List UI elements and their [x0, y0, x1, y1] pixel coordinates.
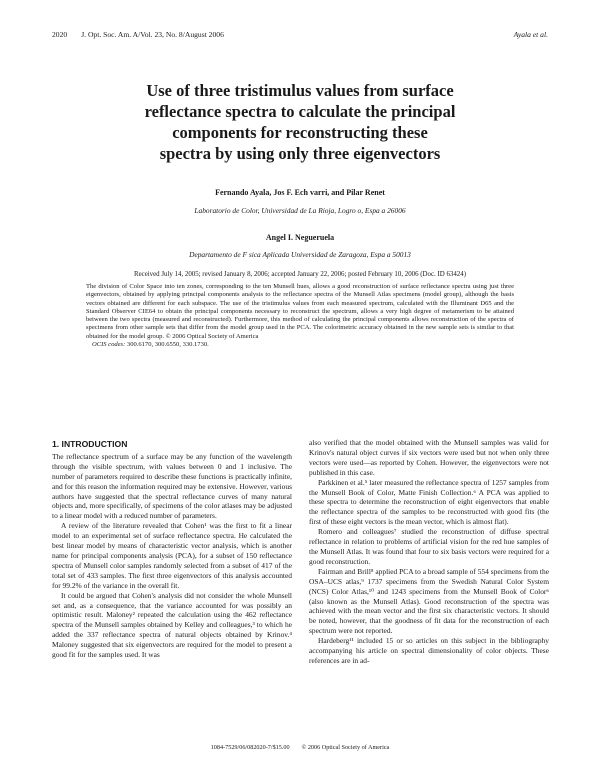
footer-code: 1084-7529/06/082020-7/$15.00: [210, 744, 290, 751]
paragraph: also verified that the model obtained with the Munsell samples was valid for Krinov's natural object curves if six vectors were used but not when only three vectors were used—as reported by Cohen. However, the eigenvectors were not published in this case.: [309, 438, 549, 477]
journal-citation: J. Opt. Soc. Am. A/Vol. 23, No. 8/August 2006: [81, 30, 224, 39]
ocis-label: OCIS codes:: [92, 341, 126, 349]
abstract: [86, 283, 514, 349]
paragraph: A review of the literature revealed that Cohen¹ was the first to fit a linear model to an experimental set of surface reflectance spectra. He calculated the best linear model by means of characteristic vector analysis, which is another name for principal components analysis (PCA), for a subset of 150 reflectance spectra of Munsell color samples randomly selected from a subset of 417 of the total set of 433 samples. The first three eigenvectors of this analysis accounted for 99.2% of the variance in the overall fit.: [52, 521, 292, 590]
footer-copyright: © 2006 Optical Society of America: [301, 744, 390, 751]
paper-title: [60, 80, 540, 164]
title-line: spectra by using only three eigenvectors: [159, 144, 441, 163]
page-footer: [0, 744, 600, 751]
received-dates: Received July 14, 2005; revised January 8, 2006; accepted January 22, 2006; posted February 10, 2006 (Doc. ID 63424): [133, 271, 466, 278]
abstract-text: The division of Color Space into ten zones, corresponding to the ten Munsell hues, allows a good reconstruction of surface reflectance spectra using just three eigenvectors, obtained by applying principal components analysis to the reflectance spectra of the Munsell Atlas specimens (model group), although the basis vectors obtained are different for each subspace. The use of the tristimulus values from each measured spectrum, calculated with the Illuminant D65 and the Standard Observer CIE64 to obtain the principal components necessary to reconstruct the spectrum, allows a very high degree of metamerism to be attained between the two spectra (measured and reconstructed). Furthermore, this method of calculating the principal components allows reconstruction of the spectra of specimens from other sample sets that differ from the model group used in the PCA. The colorimetric accuracy obtained in the new sample sets is similar to that obtained for the model group. © 2006 Optical Society of America: [86, 283, 514, 340]
affiliation-2: Departamento de F sica Aplicada Universidad de Zaragoza, Espa a 50013: [189, 250, 411, 259]
title-line: reflectance spectra to calculate the principal: [144, 102, 456, 121]
running-head-authors: Ayala et al.: [513, 30, 548, 39]
paragraph: Romero and colleagues⁷ studied the reconstruction of diffuse spectral reflectance in relation to problems of artificial vision for the red hue samples of the Munsell Atlas. It was found that four to six basis vectors were required for a good reconstruction.: [309, 527, 549, 566]
paragraph: Hardeberg¹¹ included 15 or so articles on this subject in the bibliography accompanying his article on spectral dimensionality of color objects. These references are in ad-: [309, 636, 549, 665]
affiliation-1: Laboratorio de Color, Universidad de La Rioja, Logro o, Espa a 26006: [194, 206, 406, 215]
author-list-2: Angel I. Negueruela: [265, 233, 335, 242]
author-list-1: Fernando Ayala, Jos F. Ech varri, and Pilar Renet: [215, 188, 385, 197]
ocis-values: 300.6170, 300.6550, 330.1730.: [126, 341, 209, 349]
running-header: [52, 30, 548, 42]
header-left: [52, 30, 224, 39]
page-number: 2020: [52, 30, 68, 39]
paragraph: Parkkinen et al.⁵ later measured the reflectance spectra of 1257 samples from the Munsell Book of Color, Matte Finish Collection.⁶ A PCA was applied to these spectra to determine the reconstruction of eight eigenvectors that enable the reflectance spectra of the samples to be reconstructed with good fits (the first of these eight vectors is the mean vector, which is almost flat).: [309, 477, 549, 527]
title-line: components for reconstructing these: [172, 123, 428, 142]
body-column-right: [309, 438, 549, 666]
paragraph: The reflectance spectrum of a surface may be any function of the wavelength through the visible spectrum, with values between 0 and 1 inclusive. The number of parameters required to describe these functions is practically infinite, and for this reason the information required may be extensive. However, various authors have suggested that the spectral reflectance curves of many natural objects and, more specifically, of specimens of the color atlases may be adjusted to a linear model with a reduced number of parameters.: [52, 451, 292, 521]
paragraph: Fairman and Brill⁸ applied PCA to a broad sample of 554 specimens from the OSA–UCS atlas,⁹ 1737 specimens from the Swedish Natural Color System (NCS) Color Atlas,¹⁰ and 1243 specimens from the Munsell Book of Color⁶ (also known as the Munsell Atlas). Good reconstruction of the spectra was achieved with the mean vector and the first six characteristic vectors. It should be noted, however, that the goodness of fit data for the reconstruction of each spectrum were not reported.: [309, 566, 549, 636]
body-column-left: [52, 438, 292, 660]
section-heading: 1. INTRODUCTION: [52, 439, 128, 449]
title-line: Use of three tristimulus values from surface: [146, 81, 454, 100]
ocis-codes: [86, 341, 514, 349]
paragraph: It could be argued that Cohen's analysis did not consider the whole Munsell set and, as a consequence, that the variance accounted for was possibly an optimistic result. Maloney² repeated the calculation using the 462 reflectance spectra of the Munsell samples obtained by Kelley and colleagues,³ to which he added the 337 reflectance spectra of natural objects obtained by Krinov.⁴ Maloney suggested that six eigenvectors are required for the model to present a good fit for the samples used. It was: [52, 590, 292, 660]
